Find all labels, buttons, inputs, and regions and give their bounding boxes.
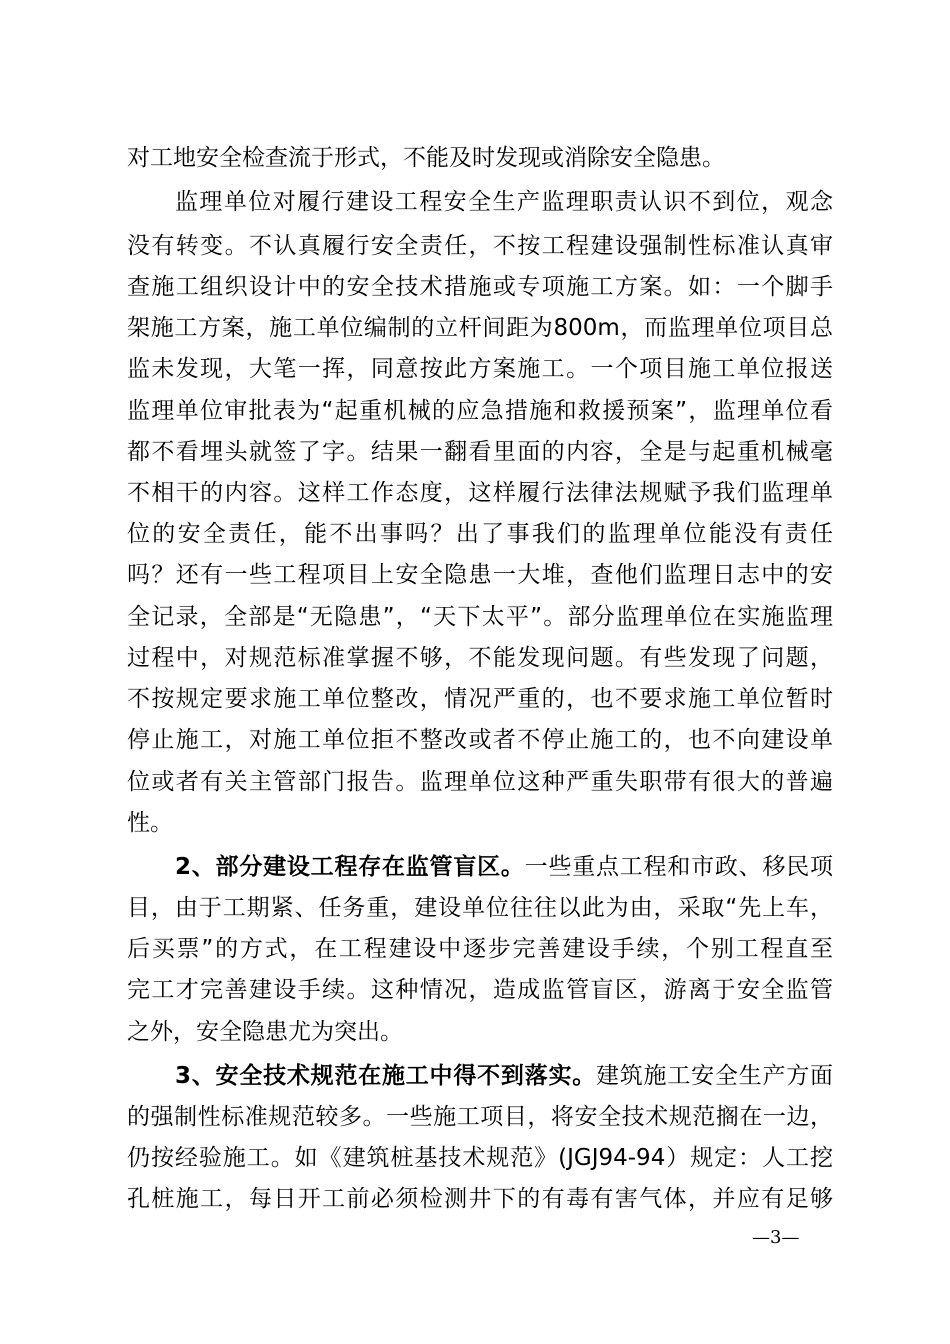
text-line: 查施工组织设计中的安全技术措施或专项施工方案。如：一个脚手	[127, 274, 833, 300]
text-line: 位的安全责任，能不出事吗？出了事我们的监理单位能没有责任	[127, 521, 833, 547]
text-line: 吗？还有一些工程项目上安全隐患一大堆，查他们监理日志中的安	[127, 562, 833, 588]
section-3-text: 建筑施工安全生产方面	[596, 1063, 833, 1089]
text-line: 之外，安全隐患尤为突出。	[127, 1019, 403, 1045]
paragraph-first-line: 监理单位对履行建设工程安全生产监理职责认识不到位，观念	[175, 189, 833, 215]
text-line: 监未发现，大笔一挥，同意按此方案施工。一个项目施工单位报送	[127, 356, 833, 382]
text-line: 目，由于工期紧、任务重，建设单位往往以此为由，采取“先上车，	[127, 895, 833, 921]
section-2-text: 一些重点工程和市政、移民项	[524, 854, 833, 880]
text-line: 孔桩施工，每日开工前必须检测井下的有毒有害气体，并应有足够	[127, 1186, 833, 1212]
text-line: 过程中，对规范标准掌握不够，不能发现问题。有些发现了问题，	[127, 645, 833, 671]
text-line: 不按规定要求施工单位整改，情况严重的，也不要求施工单位暂时	[127, 686, 833, 712]
text-line: 都不看埋头就签了字。结果一翻看里面的内容，全是与起重机械毫	[127, 439, 833, 465]
text-line: 完工才完善建设手续。这种情况，造成监管盲区，游离于安全监管	[127, 977, 833, 1003]
text-line: 后买票”的方式，在工程建设中逐步完善建设手续，个别工程直至	[127, 936, 833, 962]
text-line: 不相干的内容。这样工作态度，这样履行法律法规赋予我们监理单	[127, 480, 833, 506]
text-line: 位或者有关主管部门报告。监理单位这种严重失职带有很大的普遍	[127, 769, 833, 795]
page-number: —3—	[752, 1227, 800, 1248]
text-line: 的强制性标准规范较多。一些施工项目，将安全技术规范搁在一边，	[127, 1104, 833, 1130]
section-2-heading: 2、部分建设工程存在监管盲区。	[175, 854, 525, 880]
text-line: 对工地安全检查流于形式，不能及时发现或消除安全隐患。	[127, 145, 725, 171]
text-line: 停止施工，对施工单位拒不整改或者不停止施工的，也不向建设单	[127, 727, 833, 753]
text-line: 仍按经验施工。如《建筑桩基技术规范》(JGJ94-94）规定：人工挖	[127, 1145, 833, 1171]
text-line: 没有转变。不认真履行安全责任，不按工程建设强制性标准认真审	[127, 233, 833, 259]
section-2-first-line	[175, 848, 833, 886]
text-line: 全记录，全部是“无隐患”，“天下太平”。部分监理单位在实施监理	[127, 604, 833, 630]
text-line: 性。	[127, 810, 173, 836]
text-line: 监理单位审批表为“起重机械的应急措施和救援预案”，监理单位看	[127, 398, 833, 424]
section-3-first-line	[175, 1057, 833, 1095]
section-3-heading: 3、安全技术规范在施工中得不到落实。	[175, 1063, 596, 1089]
text-line: 架施工方案，施工单位编制的立杆间距为800m，而监理单位项目总	[127, 315, 833, 341]
